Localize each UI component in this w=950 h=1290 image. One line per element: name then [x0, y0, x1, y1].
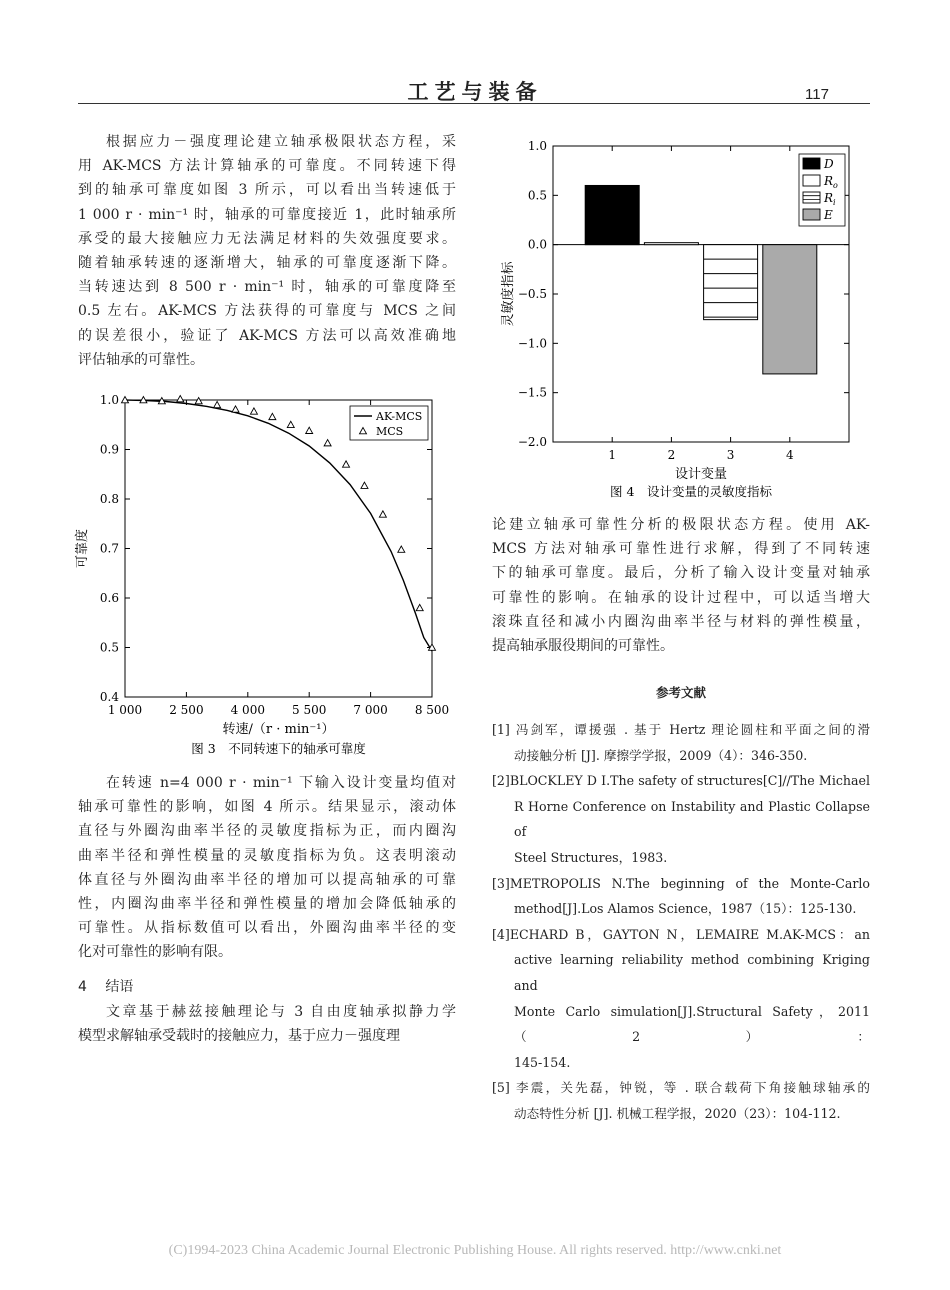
text-line: 性，内圈沟曲率半径和弹性模量的增加会降低轴承的	[78, 896, 456, 913]
bar-4	[763, 245, 817, 374]
legend-label: $R_i$	[824, 191, 836, 207]
x-tick-label: 2	[667, 448, 676, 462]
y-tick-label: 0.7	[99, 541, 119, 556]
reference-item	[492, 871, 870, 922]
reference-line: [2]BLOCKLEY D I.The safety of structures[C]//The Michael	[492, 773, 870, 789]
text-line: 的误差很小，验证了 AK-MCS 方法可以高效准确地	[78, 327, 456, 344]
text-line: 随着轴承转速的逐渐增大，轴承的可靠度逐渐下降。	[78, 255, 456, 272]
text-line: 用 AK-MCS 方法计算轴承的可靠度。不同转速下得	[78, 158, 456, 175]
right-paragraph-1	[492, 513, 870, 658]
figure-caption: 图 3 不同转速下的轴承可靠度	[191, 741, 366, 756]
left-paragraph-1	[78, 130, 456, 372]
y-tick-label: 0.6	[99, 591, 119, 605]
reference-item	[492, 922, 870, 1076]
figure-caption: 图 4 设计变量的灵敏度指标	[610, 484, 772, 499]
text-line: 滚珠直径和减小内圈沟曲率半径与材料的弹性模量，	[492, 613, 870, 630]
reference-line: R Horne Conference on Instability and Plastic Collapse of	[514, 798, 870, 840]
y-tick-label: −2.0	[517, 435, 547, 449]
y-tick-label: 0.8	[99, 492, 119, 506]
mcs-point	[379, 511, 386, 517]
references-heading: 参考文献	[655, 685, 706, 700]
mcs-point	[214, 401, 221, 407]
legend-label: MCS	[376, 425, 404, 438]
reference-item	[492, 717, 870, 768]
text-line: 化对可靠性的影响有限。	[78, 944, 232, 961]
left-paragraph-3	[78, 1000, 456, 1048]
text-line: 直径与外圈沟曲率半径的灵敏度指标为正，而内圈沟	[78, 823, 456, 840]
reference-line: method[J].Los Alamos Science，1987（15）：125-130.	[514, 901, 857, 917]
text-line: 体直径与外圈沟曲率半径的增加可以提高轴承的可靠	[78, 871, 456, 888]
legend-label: AK-MCS	[376, 410, 423, 423]
legend-swatch	[803, 175, 820, 186]
x-tick-label: 4 000	[230, 703, 265, 717]
y-tick-label: 0.9	[99, 442, 119, 457]
y-tick-label: 0.0	[527, 237, 547, 252]
text-line: 1 000 r · min⁻¹ 时，轴承的可靠度接近 1，此时轴承所	[78, 206, 456, 223]
reference-line: [3]METROPOLIS N.The beginning of the Monte-Carlo	[492, 875, 870, 891]
journal-title: 工艺与装备	[407, 79, 543, 104]
x-axis-label: 转速/（r · min⁻¹）	[222, 722, 335, 737]
reference-item	[492, 1075, 870, 1126]
text-line: 0.5 左右。AK-MCS 方法获得的可靠度与 MCS 之间	[78, 303, 456, 320]
figure-3-reliability-chart	[70, 390, 470, 770]
x-axis-label: 设计变量	[674, 467, 728, 482]
x-tick-label: 3	[726, 448, 735, 462]
mcs-point	[343, 461, 350, 467]
mcs-point	[232, 406, 239, 412]
y-axis-label: 灵敏度指标	[501, 261, 516, 327]
legend-label: $R_o$	[824, 174, 838, 190]
y-tick-label: 0.5	[99, 640, 119, 655]
mcs-point	[324, 440, 331, 446]
text-line: 轴承可靠性的影响，如图 4 所示。结果显示，滚动体	[78, 799, 456, 816]
legend-label: E	[824, 208, 833, 222]
reference-line: Steel Structures，1983.	[514, 849, 668, 865]
mcs-point	[416, 604, 423, 610]
reference-line: 动接触分析 [J]. 摩擦学学报，2009（4）：346-350.	[514, 747, 808, 763]
reference-line: 145-154.	[514, 1054, 571, 1070]
legend-label: D	[824, 157, 834, 171]
y-tick-label: 1.0	[527, 139, 547, 153]
mcs-point	[287, 421, 294, 427]
y-axis-label: 可靠度	[75, 528, 90, 569]
text-line: 文章基于赫兹接触理论与 3 自由度轴承拟静力学	[106, 1004, 456, 1020]
text-line: 评估轴承的可靠性。	[78, 351, 204, 368]
x-tick-label: 7 000	[353, 703, 388, 717]
text-line: 提高轴承服役期间的可靠性。	[492, 638, 674, 655]
mcs-point	[250, 408, 257, 414]
mcs-point	[361, 482, 368, 488]
mcs-point	[177, 396, 184, 402]
reference-line: active learning reliability method combining Kriging and	[514, 952, 870, 993]
reference-line: [1] 冯剑军，谭援强 . 基于 Hertz 理论圆柱和平面之间的滑	[492, 722, 870, 737]
legend-swatch	[803, 158, 820, 169]
text-line: 曲率半径和弹性模量的灵敏度指标为负。这表明滚动	[78, 847, 456, 864]
section-title: 结语	[105, 979, 134, 995]
text-line: 根据应力－强度理论建立轴承极限状态方程，采	[106, 134, 456, 150]
x-tick-label: 4	[785, 448, 794, 462]
reference-line: [5] 李震，关先磊，钟锐，等 . 联合载荷下角接触球轴承的	[492, 1080, 870, 1096]
reference-line: [4]ECHARD B，GAYTON N，LEMAIRE M.AK-MCS：an	[492, 926, 870, 942]
text-line: 模型求解轴承受载时的接触应力，基于应力－强度理	[78, 1028, 400, 1045]
y-tick-label: 0.4	[99, 690, 119, 704]
reference-line: 动态特性分析 [J]. 机械工程学报，2020（23）：104-112.	[514, 1105, 841, 1121]
text-line: 可靠性。从指标数值可以看出，外圈沟曲率半径的变	[78, 920, 456, 937]
x-tick-label: 5 500	[292, 703, 327, 717]
figure-4-sensitivity-chart	[496, 132, 876, 504]
page-number: 117	[805, 86, 829, 103]
mcs-point	[306, 427, 313, 433]
header-rule	[78, 103, 870, 104]
y-tick-label: 1.0	[99, 393, 119, 407]
text-line: 论建立轴承可靠性分析的极限状态方程。使用 AK-	[492, 517, 870, 533]
bar-3	[704, 245, 758, 320]
bar-2	[644, 243, 698, 245]
text-line: 到的轴承可靠度如图 3 所示，可以看出当转速低于	[78, 182, 456, 199]
y-tick-label: −1.5	[517, 385, 547, 400]
x-tick-label: 1	[608, 448, 617, 462]
references-list	[492, 717, 870, 1127]
left-paragraph-2	[78, 771, 456, 965]
x-tick-label: 8 500	[414, 703, 450, 717]
x-tick-label: 2 500	[169, 703, 204, 717]
mcs-point	[269, 413, 276, 419]
x-tick-label: 1 000	[107, 703, 143, 717]
y-tick-label: 0.5	[527, 188, 547, 203]
section-number: 4	[78, 979, 87, 995]
reference-item	[492, 768, 870, 870]
plot-frame	[125, 400, 432, 697]
mcs-point	[398, 546, 405, 552]
copyright-footer: (C)1994-2023 China Academic Journal Electronic Publishing House. All rights reserved. http://www.cnki.net	[168, 1243, 782, 1258]
text-line: MCS 方法对轴承可靠性进行求解，得到了不同转速	[492, 541, 870, 558]
y-tick-label: −1.0	[517, 336, 547, 351]
section-heading-conclusion	[78, 976, 133, 996]
text-line: 下的轴承可靠度。最后，分析了输入设计变量对轴承	[492, 565, 870, 582]
text-line: 承受的最大接触应力无法满足材料的失效强度要求。	[78, 230, 456, 247]
y-tick-label: −0.5	[517, 287, 547, 301]
mcs-point	[195, 397, 202, 403]
legend-swatch	[803, 209, 820, 220]
text-line: 当转速达到 8 500 r · min⁻¹ 时，轴承的可靠度降至	[78, 279, 456, 296]
reference-line: Monte Carlo simulation[J].Structural Safety，2011（2）：	[514, 1003, 870, 1045]
text-line: 在转速 n=4 000 r · min⁻¹ 下输入设计变量均值对	[106, 775, 456, 791]
legend-swatch	[803, 192, 820, 203]
text-line: 可靠性的影响。在轴承的设计过程中，可以适当增大	[492, 589, 870, 606]
bar-1	[585, 185, 639, 244]
